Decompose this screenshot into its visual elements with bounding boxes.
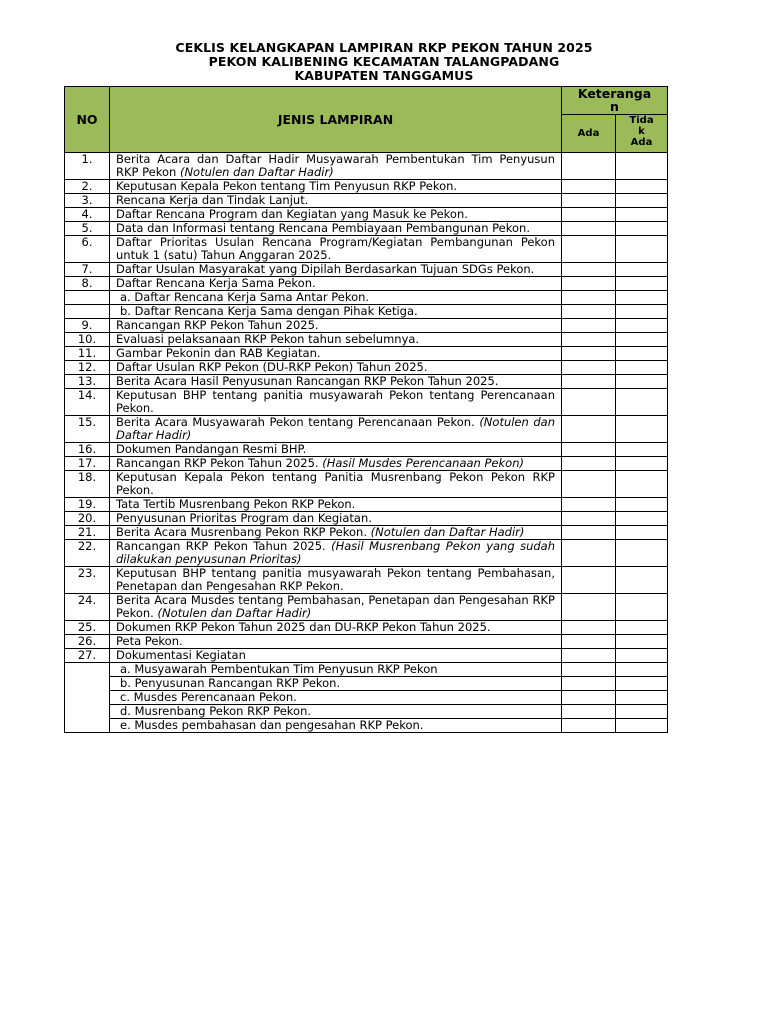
row-number: 16. <box>65 443 110 457</box>
tidak-ada-checkbox-cell[interactable] <box>616 594 668 621</box>
table-row <box>65 457 668 471</box>
lampiran-label: Berita Acara Musyawarah Pekon tentang Perencanaan Pekon. <box>116 415 480 429</box>
lampiran-note: (Notulen dan Daftar Hadir) <box>370 525 525 539</box>
ada-checkbox-cell[interactable] <box>562 677 616 691</box>
table-row <box>65 389 668 416</box>
ada-checkbox-cell[interactable] <box>562 663 616 677</box>
table-row <box>65 153 668 180</box>
ada-checkbox-cell[interactable] <box>562 236 616 263</box>
lampiran-note: (Hasil Musdes Perencanaan Pekon) <box>322 456 524 470</box>
lampiran-label: Gambar Pekonin dan RAB Kegiatan. <box>116 346 321 360</box>
tidak-ada-checkbox-cell[interactable] <box>616 222 668 236</box>
table-row <box>65 443 668 457</box>
row-lampiran-text <box>110 208 562 222</box>
header-tidak-line-2: k <box>638 126 645 137</box>
row-lampiran-text <box>110 649 562 663</box>
row-lampiran-text <box>110 719 562 733</box>
row-lampiran-text <box>110 194 562 208</box>
table-row <box>65 649 668 663</box>
row-number: 6. <box>65 236 110 263</box>
ada-checkbox-cell[interactable] <box>562 319 616 333</box>
row-lampiran-text <box>110 691 562 705</box>
lampiran-label: a. Daftar Rencana Kerja Sama Antar Pekon. <box>120 290 370 304</box>
row-number: 23. <box>65 567 110 594</box>
tidak-ada-checkbox-cell[interactable] <box>616 291 668 305</box>
lampiran-label: Rancangan RKP Pekon Tahun 2025. <box>116 318 319 332</box>
ada-checkbox-cell[interactable] <box>562 361 616 375</box>
lampiran-label: Dokumen Pandangan Resmi BHP. <box>116 442 307 456</box>
tidak-ada-checkbox-cell[interactable] <box>616 375 668 389</box>
row-lampiran-text <box>110 540 562 567</box>
row-lampiran-text <box>110 375 562 389</box>
tidak-ada-checkbox-cell[interactable] <box>616 180 668 194</box>
header-jenis-lampiran: JENIS LAMPIRAN <box>110 87 562 153</box>
ada-checkbox-cell[interactable] <box>562 389 616 416</box>
ada-checkbox-cell[interactable] <box>562 719 616 733</box>
row-number: 21. <box>65 526 110 540</box>
tidak-ada-checkbox-cell[interactable] <box>616 691 668 705</box>
ada-checkbox-cell[interactable] <box>562 194 616 208</box>
lampiran-label: Keputusan BHP tentang panitia musyawarah Pekon tentang Perencanaan Pekon. <box>116 388 555 415</box>
table-row <box>65 347 668 361</box>
title-line-2: PEKON KALIBENING KECAMATAN TALANGPADANG <box>208 54 560 69</box>
ada-checkbox-cell[interactable] <box>562 457 616 471</box>
row-lampiran-text <box>110 236 562 263</box>
table-row <box>65 498 668 512</box>
row-lampiran-text <box>110 635 562 649</box>
row-lampiran-text <box>110 277 562 291</box>
row-lampiran-text <box>110 305 562 319</box>
ada-checkbox-cell[interactable] <box>562 649 616 663</box>
row-number <box>65 291 110 305</box>
row-number <box>65 677 110 691</box>
lampiran-label: Daftar Rencana Program dan Kegiatan yang Masuk ke Pekon. <box>116 207 468 221</box>
table-row <box>65 471 668 498</box>
ada-checkbox-cell[interactable] <box>562 567 616 594</box>
document-title <box>0 41 768 83</box>
table-row <box>65 621 668 635</box>
header-tidak-line-3: Ada <box>630 137 653 148</box>
table-row <box>65 208 668 222</box>
lampiran-label: Berita Acara Hasil Penyusunan Rancangan RKP Pekon Tahun 2025. <box>116 374 499 388</box>
table-row <box>65 361 668 375</box>
ada-checkbox-cell[interactable] <box>562 705 616 719</box>
row-lampiran-text <box>110 416 562 443</box>
tidak-ada-checkbox-cell[interactable] <box>616 347 668 361</box>
lampiran-label: c. Musdes Perencanaan Pekon. <box>120 690 297 704</box>
row-lampiran-text <box>110 498 562 512</box>
row-lampiran-text <box>110 361 562 375</box>
lampiran-note: (Hasil Musrenbang Pekon yang sudah dilakukan penyusunan Prioritas) <box>116 539 555 566</box>
ada-checkbox-cell[interactable] <box>562 498 616 512</box>
tidak-ada-checkbox-cell[interactable] <box>616 277 668 291</box>
row-number: 2. <box>65 180 110 194</box>
table-row <box>65 291 668 305</box>
row-lampiran-text <box>110 663 562 677</box>
lampiran-label: Berita Acara Musrenbang Pekon RKP Pekon. <box>116 525 371 539</box>
ada-checkbox-cell[interactable] <box>562 277 616 291</box>
tidak-ada-checkbox-cell[interactable] <box>616 457 668 471</box>
tidak-ada-checkbox-cell[interactable] <box>616 526 668 540</box>
row-lampiran-text <box>110 153 562 180</box>
table-row <box>65 236 668 263</box>
ada-checkbox-cell[interactable] <box>562 416 616 443</box>
lampiran-label: Penyusunan Prioritas Program dan Kegiatan. <box>116 511 372 525</box>
row-number: 17. <box>65 457 110 471</box>
row-lampiran-text <box>110 263 562 277</box>
row-lampiran-text <box>110 526 562 540</box>
lampiran-note: (Notulen dan Daftar Hadir) <box>179 165 334 179</box>
table-row <box>65 180 668 194</box>
header-no: NO <box>65 87 110 153</box>
row-number: 4. <box>65 208 110 222</box>
row-lampiran-text <box>110 443 562 457</box>
checklist-body <box>65 153 668 733</box>
lampiran-label: a. Musyawarah Pembentukan Tim Penyusun RKP Pekon <box>120 662 438 676</box>
tidak-ada-checkbox-cell[interactable] <box>616 677 668 691</box>
tidak-ada-checkbox-cell[interactable] <box>616 719 668 733</box>
tidak-ada-checkbox-cell[interactable] <box>616 512 668 526</box>
row-number <box>65 705 110 719</box>
lampiran-label: Keputusan Kepala Pekon tentang Panitia Musrenbang Pekon Pekon RKP Pekon. <box>116 470 555 497</box>
row-lampiran-text <box>110 512 562 526</box>
tidak-ada-checkbox-cell[interactable] <box>616 319 668 333</box>
ada-checkbox-cell[interactable] <box>562 691 616 705</box>
row-lampiran-text <box>110 471 562 498</box>
row-number <box>65 691 110 705</box>
row-lampiran-text <box>110 333 562 347</box>
row-lampiran-text <box>110 567 562 594</box>
lampiran-note: (Notulen dan Daftar Hadir) <box>157 606 312 620</box>
ada-checkbox-cell[interactable] <box>562 375 616 389</box>
row-number: 22. <box>65 540 110 567</box>
ada-checkbox-cell[interactable] <box>562 347 616 361</box>
row-number: 18. <box>65 471 110 498</box>
tidak-ada-checkbox-cell[interactable] <box>616 663 668 677</box>
lampiran-note: (Notulen dan Daftar Hadir) <box>116 415 555 442</box>
tidak-ada-checkbox-cell[interactable] <box>616 361 668 375</box>
header-ada: Ada <box>562 115 616 153</box>
lampiran-label: Berita Acara dan Daftar Hadir Musyawarah Pembentukan Tim Penyusun RKP Pekon <box>116 152 555 179</box>
table-row <box>65 691 668 705</box>
table-row <box>65 719 668 733</box>
table-row <box>65 512 668 526</box>
tidak-ada-checkbox-cell[interactable] <box>616 540 668 567</box>
row-lampiran-text <box>110 594 562 621</box>
row-number: 11. <box>65 347 110 361</box>
title-line-1: CEKLIS KELANGKAPAN LAMPIRAN RKP PEKON TAHUN 2025 <box>175 40 593 55</box>
header-tidak-ada <box>616 115 668 153</box>
tidak-ada-checkbox-cell[interactable] <box>616 333 668 347</box>
table-row <box>65 567 668 594</box>
ada-checkbox-cell[interactable] <box>562 635 616 649</box>
row-number: 14. <box>65 389 110 416</box>
ada-checkbox-cell[interactable] <box>562 333 616 347</box>
row-number: 19. <box>65 498 110 512</box>
ada-checkbox-cell[interactable] <box>562 621 616 635</box>
row-number <box>65 663 110 677</box>
tidak-ada-checkbox-cell[interactable] <box>616 416 668 443</box>
lampiran-label: Dokumentasi Kegiatan <box>116 648 246 662</box>
row-lampiran-text <box>110 319 562 333</box>
tidak-ada-checkbox-cell[interactable] <box>616 567 668 594</box>
lampiran-label: Daftar Usulan RKP Pekon (DU-RKP Pekon) Tahun 2025. <box>116 360 428 374</box>
tidak-ada-checkbox-cell[interactable] <box>616 635 668 649</box>
table-row <box>65 677 668 691</box>
row-number: 24. <box>65 594 110 621</box>
lampiran-label: Daftar Rencana Kerja Sama Pekon. <box>116 276 316 290</box>
header-keterangan-line-2: n <box>610 99 619 114</box>
tidak-ada-checkbox-cell[interactable] <box>616 208 668 222</box>
row-lampiran-text <box>110 705 562 719</box>
tidak-ada-checkbox-cell[interactable] <box>616 621 668 635</box>
tidak-ada-checkbox-cell[interactable] <box>616 471 668 498</box>
table-row <box>65 705 668 719</box>
row-lampiran-text <box>110 457 562 471</box>
row-lampiran-text <box>110 222 562 236</box>
row-number <box>65 719 110 733</box>
lampiran-label: Rancangan RKP Pekon Tahun 2025. <box>116 539 332 553</box>
lampiran-label: Rancangan RKP Pekon Tahun 2025. <box>116 456 323 470</box>
header-tidak-line-1: Tida <box>629 115 654 126</box>
table-row <box>65 375 668 389</box>
tidak-ada-checkbox-cell[interactable] <box>616 705 668 719</box>
row-lampiran-text <box>110 291 562 305</box>
row-lampiran-text <box>110 621 562 635</box>
table-row <box>65 540 668 567</box>
lampiran-label: e. Musdes pembahasan dan pengesahan RKP Pekon. <box>120 718 424 732</box>
ada-checkbox-cell[interactable] <box>562 443 616 457</box>
row-lampiran-text <box>110 677 562 691</box>
lampiran-label: d. Musrenbang Pekon RKP Pekon. <box>120 704 312 718</box>
title-line-3: KABUPATEN TANGGAMUS <box>294 68 474 83</box>
ada-checkbox-cell[interactable] <box>562 263 616 277</box>
ada-checkbox-cell[interactable] <box>562 526 616 540</box>
row-number: 25. <box>65 621 110 635</box>
tidak-ada-checkbox-cell[interactable] <box>616 649 668 663</box>
ada-checkbox-cell[interactable] <box>562 180 616 194</box>
tidak-ada-checkbox-cell[interactable] <box>616 498 668 512</box>
header-keterangan-line-1: Keteranga <box>577 86 652 101</box>
lampiran-label: Keputusan BHP tentang panitia musyawarah Pekon tentang Pembahasan, Penetapan dan Pengesahan RKP Pekon. <box>116 566 555 593</box>
row-number: 20. <box>65 512 110 526</box>
lampiran-label: Tata Tertib Musrenbang Pekon RKP Pekon. <box>116 497 356 511</box>
ada-checkbox-cell[interactable] <box>562 594 616 621</box>
table-row <box>65 319 668 333</box>
table-row <box>65 277 668 291</box>
ada-checkbox-cell[interactable] <box>562 540 616 567</box>
table-row <box>65 663 668 677</box>
table-row <box>65 222 668 236</box>
row-number: 5. <box>65 222 110 236</box>
ada-checkbox-cell[interactable] <box>562 512 616 526</box>
ada-checkbox-cell[interactable] <box>562 222 616 236</box>
lampiran-label: Rencana Kerja dan Tindak Lanjut. <box>116 193 309 207</box>
tidak-ada-checkbox-cell[interactable] <box>616 194 668 208</box>
tidak-ada-checkbox-cell[interactable] <box>616 263 668 277</box>
row-number: 7. <box>65 263 110 277</box>
row-number: 1. <box>65 153 110 180</box>
table-row <box>65 333 668 347</box>
table-row <box>65 305 668 319</box>
row-number: 10. <box>65 333 110 347</box>
lampiran-label: Evaluasi pelaksanaan RKP Pekon tahun sebelumnya. <box>116 332 420 346</box>
lampiran-label: Daftar Usulan Masyarakat yang Dipilah Berdasarkan Tujuan SDGs Pekon. <box>116 262 535 276</box>
tidak-ada-checkbox-cell[interactable] <box>616 236 668 263</box>
ada-checkbox-cell[interactable] <box>562 208 616 222</box>
lampiran-label: Berita Acara Musdes tentang Pembahasan, Penetapan dan Pengesahan RKP Pekon. <box>116 593 555 620</box>
ada-checkbox-cell[interactable] <box>562 291 616 305</box>
row-number <box>65 305 110 319</box>
row-number: 27. <box>65 649 110 663</box>
lampiran-label: Keputusan Kepala Pekon tentang Tim Penyusun RKP Pekon. <box>116 179 458 193</box>
ada-checkbox-cell[interactable] <box>562 153 616 180</box>
lampiran-label: Daftar Prioritas Usulan Rencana Program/Kegiatan Pembangunan Pekon untuk 1 (satu) Tahun Anggaran 2025. <box>116 235 555 262</box>
row-number: 13. <box>65 375 110 389</box>
tidak-ada-checkbox-cell[interactable] <box>616 443 668 457</box>
row-number: 9. <box>65 319 110 333</box>
tidak-ada-checkbox-cell[interactable] <box>616 153 668 180</box>
lampiran-label: b. Penyusunan Rancangan RKP Pekon. <box>120 676 341 690</box>
row-number: 26. <box>65 635 110 649</box>
row-number: 8. <box>65 277 110 291</box>
tidak-ada-checkbox-cell[interactable] <box>616 389 668 416</box>
row-lampiran-text <box>110 389 562 416</box>
row-lampiran-text <box>110 180 562 194</box>
ada-checkbox-cell[interactable] <box>562 305 616 319</box>
ada-checkbox-cell[interactable] <box>562 471 616 498</box>
checklist-table <box>64 86 668 733</box>
lampiran-label: b. Daftar Rencana Kerja Sama dengan Pihak Ketiga. <box>120 304 418 318</box>
row-lampiran-text <box>110 347 562 361</box>
table-row <box>65 594 668 621</box>
tidak-ada-checkbox-cell[interactable] <box>616 305 668 319</box>
table-row <box>65 635 668 649</box>
row-number: 15. <box>65 416 110 443</box>
table-row <box>65 526 668 540</box>
table-row <box>65 194 668 208</box>
table-row <box>65 263 668 277</box>
header-keterangan <box>562 87 668 115</box>
row-number: 12. <box>65 361 110 375</box>
lampiran-label: Data dan Informasi tentang Rencana Pembiayaan Pembangunan Pekon. <box>116 221 530 235</box>
table-row <box>65 416 668 443</box>
lampiran-label: Peta Pekon. <box>116 634 183 648</box>
lampiran-label: Dokumen RKP Pekon Tahun 2025 dan DU-RKP Pekon Tahun 2025. <box>116 620 491 634</box>
row-number: 3. <box>65 194 110 208</box>
